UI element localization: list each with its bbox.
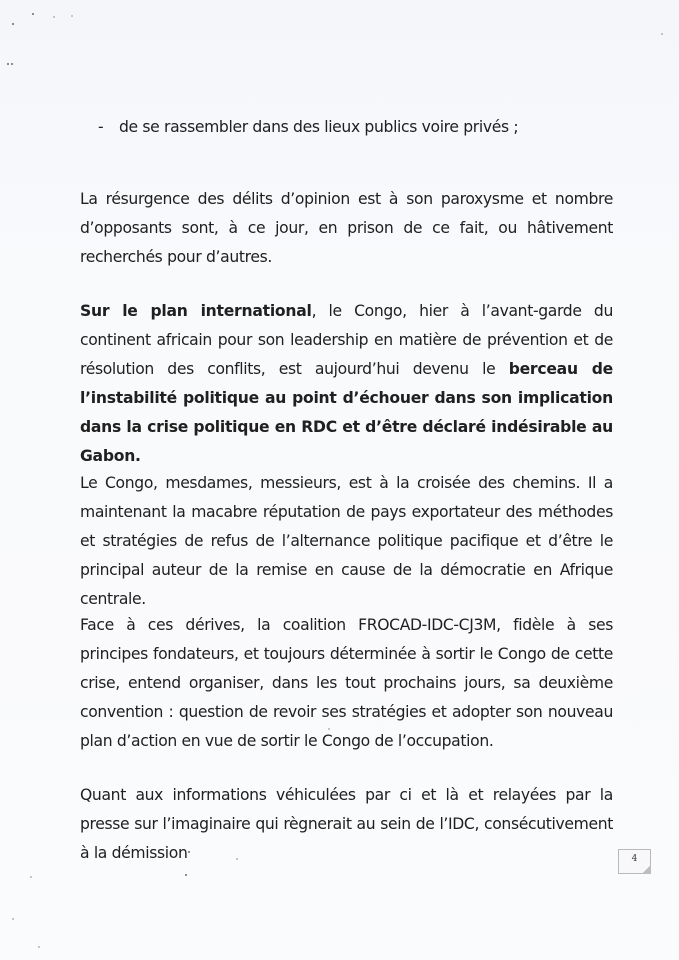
bullet-marker: - [98,118,104,136]
page-number: 4 [631,854,638,864]
paragraph-bold-emphasis: berceau de l’instabilité politique au point d’échouer dans son implication dans la crise politique en RDC et d’être déclaré indésirable au Gabon. [80,359,613,465]
paragraph-text: Quant aux informations véhiculées par ci et là et relayées par la presse sur l’imaginaire qui règnerait au sein de l’IDC, consécutivement à la démission [80,785,613,862]
paragraph-bold-lead: Sur le plan international [80,301,312,320]
paragraph-text: La résurgence des délits d’opinion est à son paroxysme et nombre d’opposants sont, à ce jour, en prison de ce fait, ou hâtivement recherchés pour d’autres. [80,189,613,266]
paragraph-coalition [80,611,613,756]
paragraph-opinion-offenses [80,185,613,272]
scan-speck [185,874,187,876]
paragraph-press-information [80,781,613,868]
paragraph-crossroads [80,469,613,614]
bullet-item [98,113,518,142]
scan-speck [30,876,32,878]
paragraph-text: , le Congo, hier à l’avant-garde du continent africain pour son leadership en matière de prévention et de résolution des conflits, est aujourd’hui devenu le [80,301,613,378]
page-curl-icon [642,865,651,874]
scan-speck [53,16,55,18]
scan-speck [38,946,40,948]
paragraph-text: Le Congo, mesdames, messieurs, est à la croisée des chemins. Il a maintenant la macabre réputation de pays exportateur des méthodes et stratégies de refus de l’alternance politique pacifique et d’être le principal auteur de la remise en cause de la démocratie en Afrique centrale. [80,473,613,608]
bullet-text: de se rassembler dans des lieux publics voire privés ; [119,118,519,136]
scan-speck [71,15,73,17]
paragraph-text: Face à ces dérives, la coalition FROCAD-IDC-CJ3M, fidèle à ses principes fondateurs, et toujours déterminée à sortir le Congo de cette crise, entend organiser, dans les tout prochains jours, sa deuxième convention : question de revoir ses stratégies et adopter son nouveau plan d’action en vue de sortir le Congo de l’occupation. [80,615,613,750]
scan-speck [11,63,13,65]
scan-speck [32,13,34,15]
scan-speck [7,63,9,65]
scan-speck [12,918,14,920]
page-number-box [618,849,651,874]
scan-speck [12,23,14,25]
paragraph-international [80,297,613,471]
scan-speck [661,33,663,35]
